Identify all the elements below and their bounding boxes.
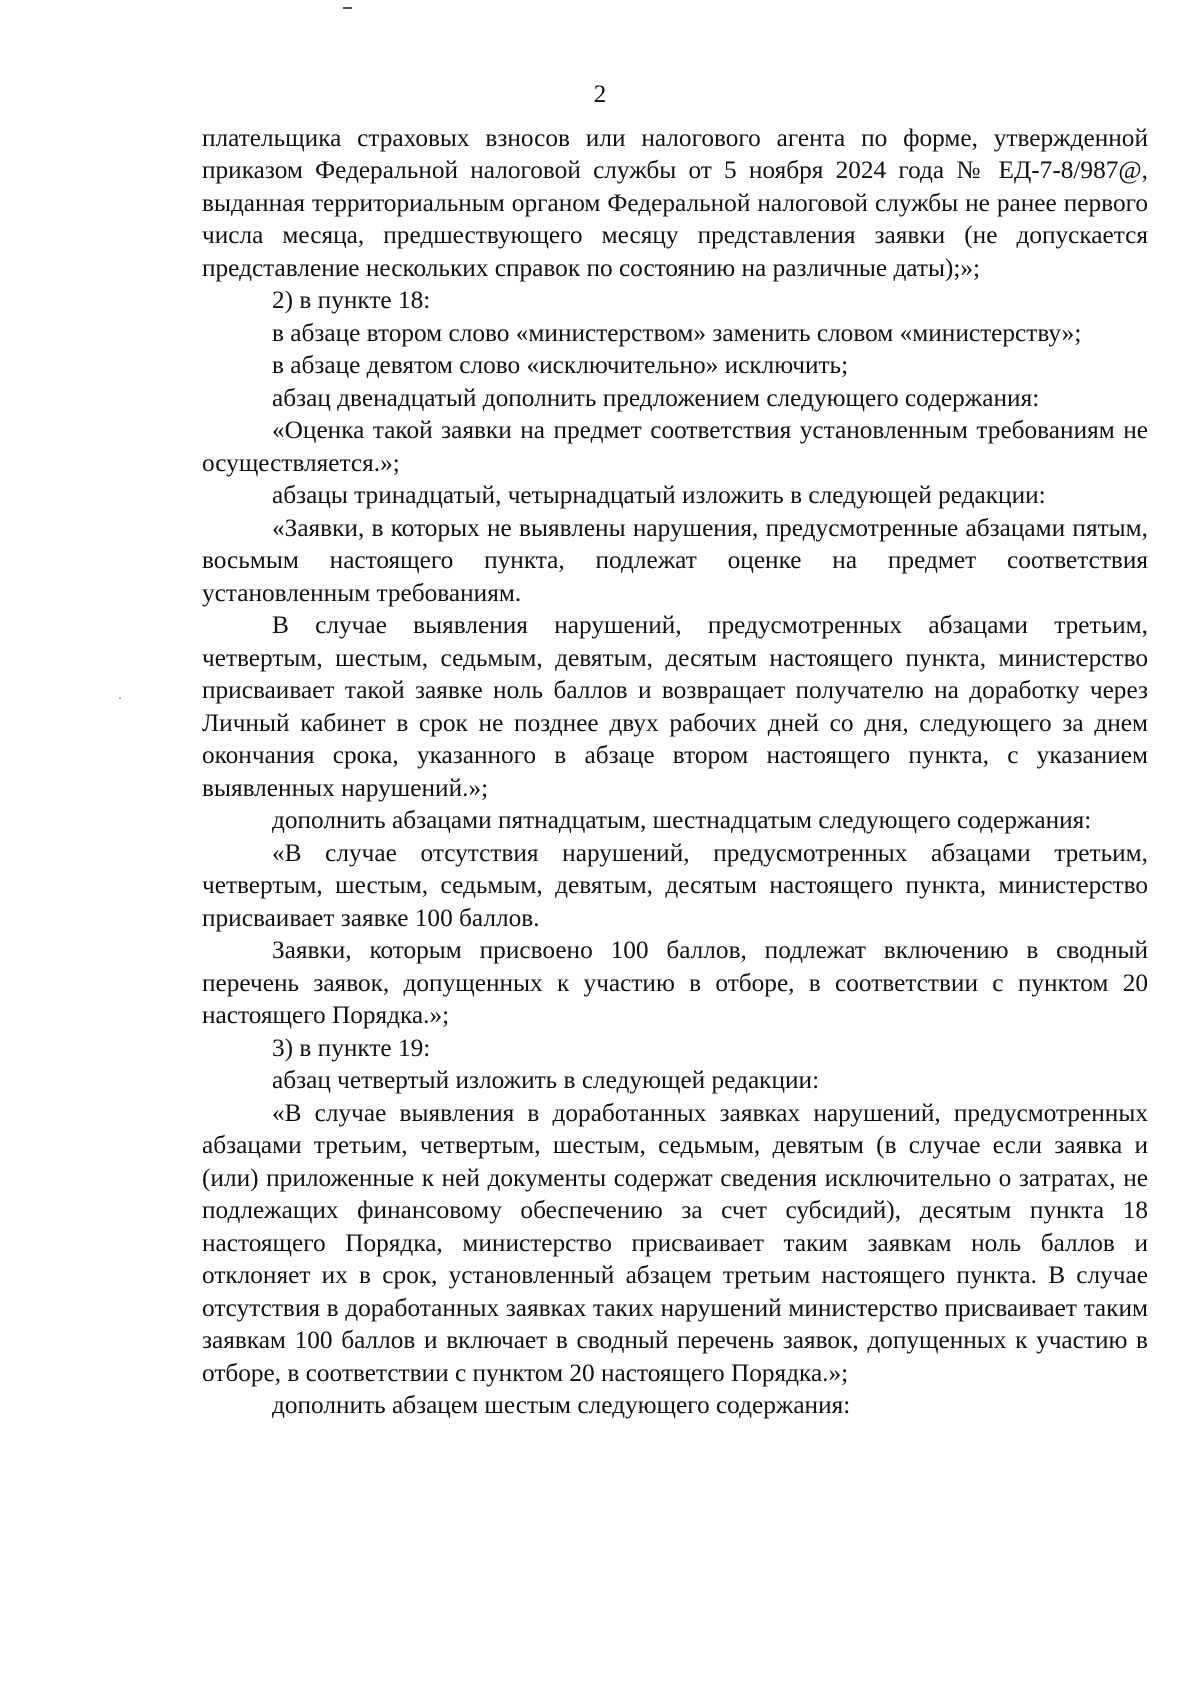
scan-artifact-mark [343, 7, 352, 9]
paragraph: в абзаце девятом слово «исключительно» исключить; [272, 351, 849, 379]
paragraph-quote: «В случае выявления в доработанных заявках нарушений, предусмотренных абзацами третьим, четвертым, шестым, седьмым, девятым (в случае если заявка и (или) приложенные к ней документы содержат сведения исключительно о затратах, не подлежащих финансовому обеспечению за счет субсидий), десятым пункта 18 настоящего Порядка, министерство присваивает таким заявкам ноль баллов и отклоняет их в срок, установленный абзацем третьим настоящего пункта. В случае отсутствия в доработанных заявках таких нарушений министерство присваивает таким заявкам 100 баллов и включает в сводный перечень заявок, допущенных к участию в отборе, в соответствии с пунктом 20 настоящего Порядка.»; [202, 1098, 1148, 1387]
paragraph-quote: «В случае отсутствия нарушений, предусмотренных абзацами третьим, четвертым, шестым, седьмым, девятым, десятым настоящего пункта, министерство присваивает заявке 100 баллов. [202, 838, 1148, 932]
paragraph: дополнить абзацами пятнадцатым, шестнадцатым следующего содержания: [272, 806, 1092, 834]
paragraph-item-3: 3) в пункте 19: [272, 1033, 431, 1062]
paragraph: абзац четвертый изложить в следующей редакции: [272, 1066, 820, 1094]
paragraph: в абзаце втором слово «министерством» заменить словом «министерству»; [272, 318, 1082, 347]
paragraph-quote: «Оценка такой заявки на предмет соответствия установленным требованиям не осуществляется.»; [202, 416, 1148, 477]
paragraph: абзацы тринадцатый, четырнадцатый изложить в следующей редакции: [272, 481, 1046, 509]
document-body [202, 122, 1148, 1422]
paragraph: абзац двенадцатый дополнить предложением следующего содержания: [272, 383, 1040, 412]
paragraph: Заявки, которым присвоено 100 баллов, подлежат включению в сводный перечень заявок, допущенных к участию в отборе, в соответствии с пунктом 20 настоящего Порядка.»; [202, 936, 1148, 1029]
page-number: 2 [593, 81, 607, 108]
paragraph: В случае выявления нарушений, предусмотренных абзацами третьим, четвертым, шестым, седьмым, девятым, десятым настоящего пункта, министерство присваивает такой заявке ноль баллов и возвращает получателю на доработку через Личный кабинет в срок не позднее двух рабочих дней со дня, следующего за днем окончания срока, указанного в абзаце втором настоящего пункта, с указанием выявленных нарушений.»; [202, 611, 1148, 802]
paragraph-item-2: 2) в пункте 18: [272, 286, 431, 314]
paragraph: дополнить абзацем шестым следующего содержания: [272, 1391, 851, 1419]
paragraph-quote: «Заявки, в которых не выявлены нарушения, предусмотренные абзацами пятым, восьмым настоящего пункта, подлежат оценке на предмет соответствия установленным требованиям. [202, 513, 1148, 607]
scan-artifact-dot [119, 697, 121, 699]
paragraph-continuation: плательщика страховых взносов или налогового агента по форме, утвержденной приказом Федеральной налоговой службы от 5 ноября 2024 года № ЕД-7-8/987@, выданная территориальным органом Федеральной налоговой службы не ранее первого числа месяца, предшествующего месяцу представления заявки (не допускается представление нескольких справок по состоянию на различные даты);»; [202, 123, 1148, 282]
